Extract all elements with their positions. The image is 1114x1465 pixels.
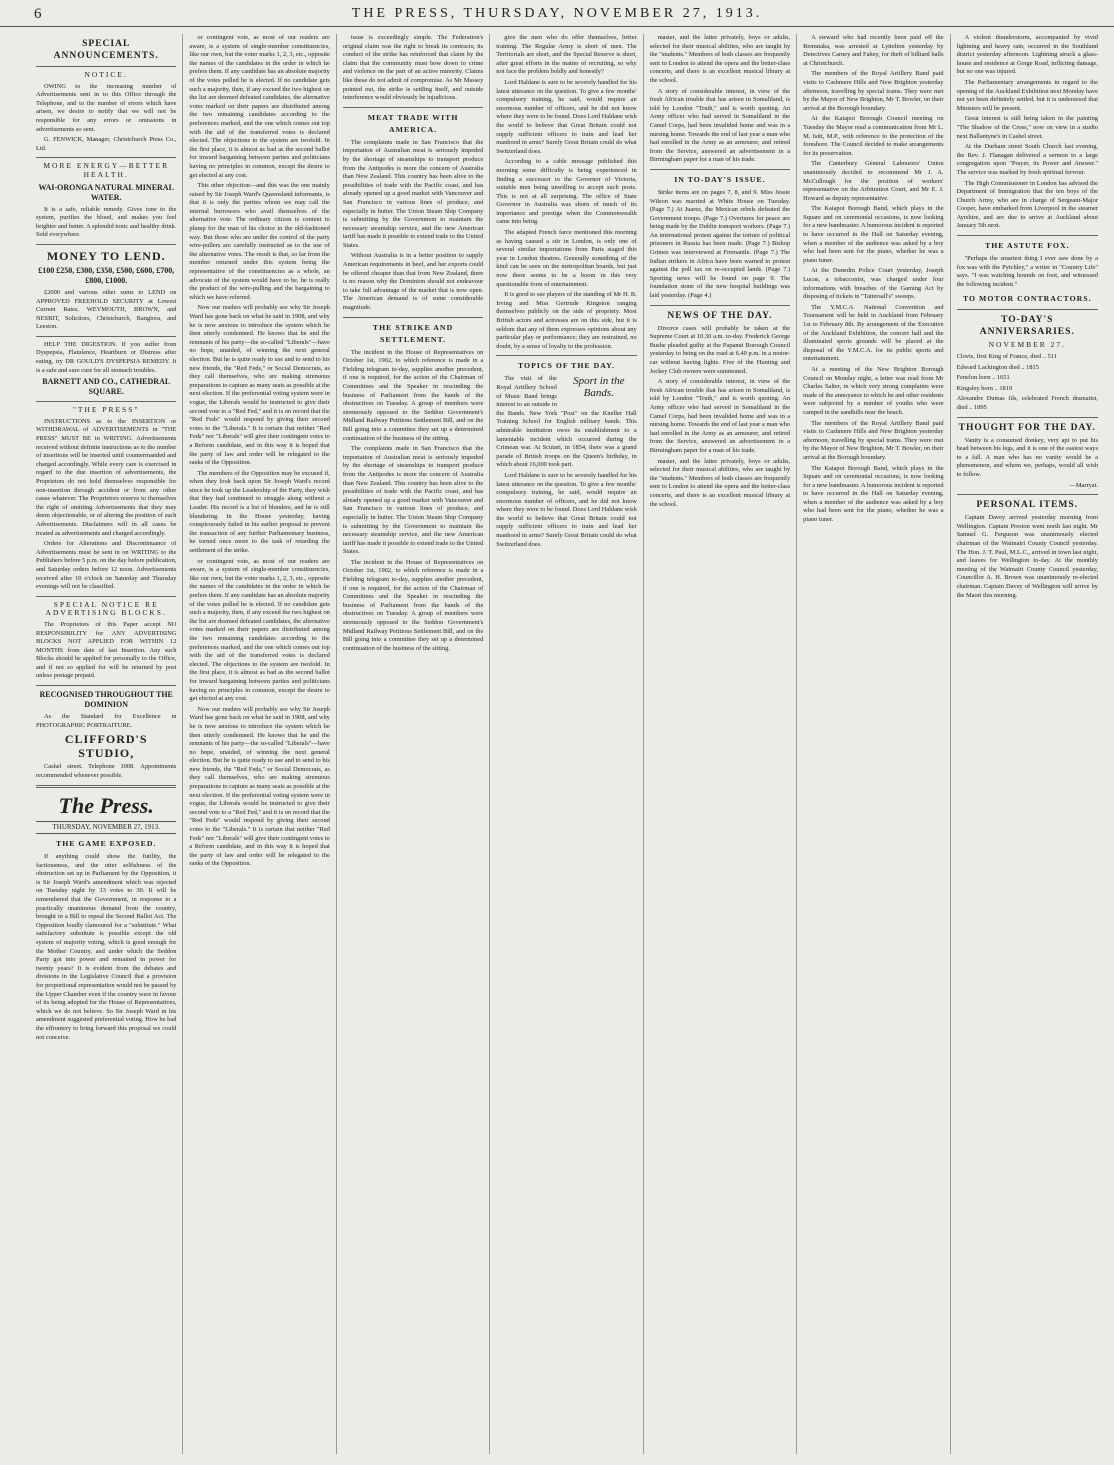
alterations-text: Orders for Alterations and Discontinuance of Advertisements must be sent in on WRITING to the Publishers before 5 p.m. on the day before publication, and Saturday orders before 12 noon. Advertisements received after 10 o'clock on Saturday and Thursday evenings will not be classified. xyxy=(36,540,177,591)
topics-inset-title: Sport in the Bands. xyxy=(573,375,625,400)
notice-signature: G. FENWICK, Manager, Christchurch Press Co., Ltd. xyxy=(36,136,177,152)
topics-text: The visit of the Royal Artillery School of Music Band brings interest to an outside in the Bands. New York "Post" on the Kneller Hall Training School for English military bands. This admirable institution owes its establishment to a lamentable incident which occurred during the Crimean war. At Scutari, in 1854, there was a grand parade of British troops on the Queen's birthday, in which about 16,000 took part. xyxy=(496,375,637,469)
recognised-heading: RECOGNISED THROUGHOUT THE DOMINION xyxy=(39,690,173,710)
column-2 xyxy=(183,34,336,1454)
news-of-day-text: Divorce cases will probably be taken at the Supreme Court at 10.30 a.m. to-day. Frederick George Bushe pleaded guilty at the Papanui Borough Council yesterday to being on the road at 6.40 p.m. in a motor-car without having lights. Five of the Hunting and Jockey Club owners were summoned. xyxy=(649,324,791,375)
strike-settlement-heading: THE STRIKE AND SETTLEMENT. xyxy=(372,322,454,344)
article-text: The incident in the House of Representatives on October 1st, 1902, to which reference is made in a Fielding telegram to-day, supplies another precedent, if one is required, for the action of the Chairman of Committees and the Speaker in rescinding the business of Parliament from the hands of the obstructives on Tuesday. A group of members were strenuously opposed to the Seddon Government's Midland Railway Petitions Settlement Bill, and on the Bill going into a committee they set up a determined continuation of the business of the sitting. xyxy=(342,558,484,652)
article-text: Now our readers will probably see why Sir Joseph Ward has gone back on what he said in 1908, and why he is now anxious to introduce the system which he then utterly condemned. He knows that he and the remnants of his party—the so-called "Liberals"—have no hope, unaided, of winning the next general election. But he is quite ready to use and to send to his new friends, the "Red Feds," or Social Democrats, as they call themselves, who are making strenuous preparations to capture as many seats as possible at the next election. If the preferential voting system were in vogue, the Liberals would be instructed to give their second vote to a "Red Fed," and it is on record that the "Red Feds" would respond by giving their second votes to the "Liberals." It is certain that neither "Red Feds" nor "Liberals" will give their contingent votes to a Reform candidate, and in this way it is hoped that the party of law and order will be relegated to the ranks of the Opposition. xyxy=(189,705,330,868)
article-text: give the men who do offer themselves, better training. The Regular Army is short of men. The Territorials are short, and the Special Reserve is short, after great efforts in the matter of recruiting, so why not face the problem boldly and honestly? xyxy=(496,34,637,76)
news-item: The Y.M.C.A. National Convention and Tournament will be held in Auckland from February 1st to February 8th. By arrangement of the Executive of the Auckland Exhibition, the concert hall and the illuminated sports grounds will be placed at the disposal of the Y.M.C.A. for its public sports and entertainment. xyxy=(803,303,944,363)
personal-items-text: Captain Davey arrived yesterday morning from Wellington. Captain Preston went north last night. Mr Samuel G. Ferguson was unanimously elected chairman of the Waimairi County Council yesterday. The Hon. J. T. Paul, M.L.C., arrived in town last night, and leaves for Wellington to-day. At the monthly meeting of the Waimairi County Council yesterday, Councillor A. H. Brown was unanimously re-elected chairman. Captain Davey of Wellington will arrive by the Maori this morning. xyxy=(956,514,1098,599)
article-text: The members of the Opposition may be excused if, when they look back upon Sir Joseph Ward's record since he took up the Leadership of the Party, they wish that they had continued to struggle along without a Leader. His record is a list of blunders, and he is still blundering. In the House yesterday, having conspicuously failed in his earlier proposal to prevent the transaction of any further Parliamentary business, he turned once more to the task of retarding the settlement of the strike. xyxy=(189,469,330,555)
article-text: Lord Haldane is sure to be severely handled for his latest utterance on the question. To give a few months' compulsory training, he said, would require an enormous number of officers, and he did not know where they were to be found. Does Lord Haldane wish the world to believe that Great Britain could not supply sufficient officers to train and lead her manhood in arms? Surely Great Britain could do what Switzerland does. xyxy=(496,471,637,548)
special-announcements-heading: SPECIAL ANNOUNCEMENTS. xyxy=(53,39,159,61)
topics-heading: TOPICS OF THE DAY. xyxy=(517,361,615,371)
digestion-ad-text: HELP THE DIGESTION. If you suffer from Dyspepsia, Flatulence, Heartburn or Distress after eating, try DR GOULD'S DYSPEPSIA REMEDY. It is a safe and sure cure for all stomach troubles. xyxy=(36,340,177,374)
column-6 xyxy=(797,34,950,1454)
meat-trade-text: Without Australia is in a better position to supply American requirements in beef, and her exports could be offered cheaper than that from New Zealand, there is no reason why the Dominion should not endeavour to take full advantage of the market that is now open. The American demand is of some considerable magnitude. xyxy=(342,252,484,312)
anniversary-item: Edward Lackington died .. 1815 xyxy=(956,363,1039,371)
column-5 xyxy=(644,34,797,1454)
press-notice-heading: "THE PRESS" xyxy=(72,405,140,415)
article-text: master, and the latter privately, boys or adults, selected for their musical abilities, who are taught by the "students." Members of both classes are frequently sent to London to attend the opera and the better-class concerts, and there is an excellent musical library at the school. xyxy=(649,457,791,508)
money-amounts: £100 £250, £300, £350, £500, £600, £700, £800, £1000. xyxy=(38,265,175,285)
game-exposed-heading: THE GAME EXPOSED. xyxy=(56,839,157,849)
energy-heading: MORE ENERGY—BETTER HEALTH. xyxy=(43,161,170,179)
waiorongoa-text: It is a safe, reliable remedy. Gives tone to the system, purifies the blood, and makes you feel brighter and better. A splendid tonic and healthy drink. Sold everywhere. xyxy=(36,205,177,239)
article-text: The complaints made in San Francisco that the importation of Australian meat is seriously impeded by the shortage of steamships to transport produce from the Antipodes is more the concern of Australia than New Zealand. This country has been alive to the possibilities of trade with the Pacific coast, and has already opened up a good market with Vancouver and San Francisco in various lines of produce, and especially in butter. The Union Steam Ship Company is submitting by the Government to maintain the necessary steamship service, and the new American tariff has made it possible to extend trade to the United States. xyxy=(342,445,484,556)
article-text: issue is exceedingly simple. The Federation's original claim was the right to break its contracts; its conduct of the strike has reinforced that claim by the claim that the community must bow down to crime and violence on the part of an active minority. Claims like these do not admit of compromise. As Mr Massey pointed out, the strike is settling itself, and outside interference would obviously be injudicious. xyxy=(342,34,484,102)
news-item: The Parliamentary arrangements in regard to the opening of the Auckland Exhibition next Monday have not yet been definitely settled, but it is understood that Ministers will be present. xyxy=(956,78,1098,112)
strike-settlement-text: The incident in the House of Representatives on October 1st, 1902, to which reference is made in a Fielding telegram to-day, supplies another precedent, if one is required, for the action of the Chairman of Committees and the Speaker in rescinding the business of Parliament from the hands of the obstructives on Tuesday. A group of members were strenuously opposed to the Seddon Government's Midland Railway Petitions Settlement Bill, and on the Bill going into a committee they set up a determined continuation of the business of the sitting. xyxy=(342,348,484,442)
article-text: Lord Haldane is sure to be severely handled for his latest utterance on the question. To give a few months' compulsory training, he said, would require an enormous number of officers, and he did not know where they were to be found. Does Lord Haldane wish the world to believe that Great Britain could not supply sufficient officers to train and lead her manhood in arms? Surely Great Britain could do what Switzerland does. xyxy=(496,78,637,155)
article-text: A story of considerable interest, in view of the fresh African trouble that has arisen in Somaliland, is told by London "Truth," and is worth quoting. An Army officer who had served in Somaliland in the Camel Corps, had been invalided home and was in a nursing home. Towards the end of last year a man who had enrolled in the Army as an armourer, and retired from the Service, answered an advertisement in a Birmingham paper for a man of his trade. xyxy=(649,378,791,454)
meat-trade-heading: MEAT TRADE WITH AMERICA. xyxy=(367,112,459,134)
todays-issue-heading: IN TO-DAY'S ISSUE. xyxy=(674,174,766,184)
newspaper-columns xyxy=(30,34,1104,1454)
clifford-studio: CLIFFORD'S STUDIO, xyxy=(64,732,148,761)
news-item: At the Kaiapoi Borough Council meeting on Tuesday the Mayor read a communication from Mr L. M. Isitt, M.P., with reference to the protection of the foreshore. The Council decided to make arrangements for its preservation. xyxy=(803,115,944,157)
news-item: A violent thunderstorm, accompanied by vivid lightning and heavy rain, occurred in the Southland district yesterday afternoon. Lightning struck a glass-house and residence at Gorge Road, inflicting damage, but no one was injured. xyxy=(956,34,1098,76)
motor-contractors-heading: TO MOTOR CONTRACTORS. xyxy=(962,294,1092,304)
column-1 xyxy=(30,34,183,1454)
news-item: Great interest is still being taken in the painting "The Shadow of the Cross," now on view in a studio next Ballantyne's in Cashel street. xyxy=(956,115,1098,140)
masthead xyxy=(0,0,1114,27)
newspaper-nameplate: The Press. xyxy=(58,793,154,819)
article-text: According to a cable message published this morning some difficulty is being experienced in finding a successor to the Governor of Victoria, suitable men being unwilling to accept such posts. This is not at all surprising. The office of State Governor in Australia was shorn of much of its importance and prestige when the Commonwealth came into being. xyxy=(496,158,637,226)
column-3 xyxy=(337,34,490,1454)
news-item: A steward who had recently been paid off the Remutaka, was arrested at Lyttelton yesterday by Detectives Carney and Fahey, for theft of billiard balls at Christchurch. xyxy=(803,34,944,67)
news-item: At a meeting of the New Brighton Borough Council on Monday night, a letter was read from Mr Charles Salter, in which very strong complaints were made of the annoyance to which he and other residents were subjected by a number of youths who were camped in the sandhills near the beach. xyxy=(803,365,944,416)
article-text: The adapted French farce mentioned this morning as having caused a stir in London, is only one of several similar importations from Paris staged this year in London theatres. Generally something of the kind can be seen on the metropolitan boards, but just now there seems to be a boom in this very questionable form of entertainment. xyxy=(496,229,637,288)
blocks-notice-heading: SPECIAL NOTICE RE ADVERTISING BLOCKS. xyxy=(45,599,167,618)
thought-attribution: —Marryat. xyxy=(1069,481,1098,489)
game-exposed-text: If anything could show the futility, the factiousness, and the utter selfishness of the obstruction set up in Parliament by the Opposition, it is Sir Joseph Ward's amendment which was rejected on Tuesday night by 33 votes to 30. It will be remembered that the Government, in response to a practically unanimous demand from the country, brought in a Bill to repeal the Second Ballot Act. The Opposition loudly clamoured for a "substitute." What satisfactory substitute is possible except the old system of majority voting, which is good enough for the Mother Country, and under which the Seddon Party got into power and remained in power for twenty years? It is evident from the debates and divisions in the Legislative Council that a provision for proportional representation would not be passed by the Upper Chamber even if the country were in favour of its being adopted for the House of Representatives, which we do not believe. So Sir Joseph Ward in his amendment suggested preferential voting. How he had the effrontery to bring forward this proposal we could not conceive. xyxy=(36,853,177,1041)
barnett-ad: BARNETT AND CO., CATHEDRAL SQUARE. xyxy=(42,377,171,397)
article-text: This other objection—and this was the one mainly raised by Sir Joseph Ward's Queensland informants, is that it is only the parties whom we may call the internal burrowers who avail themselves of the alternative vote. The ordinary citizen is content to plump for the man of his choice in the old-fashioned way. But those who are under the control of the party wire-pullers are carefully instructed as to the use of the alternative votes. The result is that, so far from the member returned under this system being the representative of the constituencies as a whole, an advocate of the system would have to be, he is really the product of the wire-pulling and the bargaining to which we have referred. xyxy=(189,182,330,301)
news-item: The High Commissioner in London has advised the Department of Immigration that the ten boys of the Church Army, who are in charge of Sergeant-Major Cooper, have embarked from Liverpool in the steamer Ayrshire, and are due to arrive at Auckland about January 5th next. xyxy=(956,179,1098,230)
blocks-notice-text: The Proprietors of this Paper accept NO RESPONSIBILITY for ANY ADVERTISING BLOCKS NOT APPLIED FOR WITHIN 12 MONTHS from date of last Insertion. Any such Blocks should be applied for personally to the Office, and if not so applied for will be returned by post unless postage prepaid. xyxy=(36,620,177,680)
article-text: master, and the latter privately, boys or adults, selected for their musical abilities, who are taught by the "students." Members of both classes are frequently sent to London to attend the opera and the better-class concerts, and there is an excellent musical library at the school. xyxy=(649,34,791,84)
article-text: Now our readers will probably see why Sir Joseph Ward has gone back on what he said in 1908, and why he is now anxious to introduce the system which he then utterly condemned. He knows that he and the remnants of his party—the so-called "Liberals"—have no hope, unaided, of winning the next general election. But he is quite ready to use and to send to his new friends, the "Red Feds," or Social Democrats, as they call themselves, who are making strenuous preparations to capture as many seats as possible at the next election. If the preferential voting system were in vogue, the Liberals would be instructed to give their second vote to a "Red Fed," and it is on record that the "Red Feds" would respond by giving their second votes to the "Liberals." It is certain that neither "Red Feds" nor "Liberals" will give their contingent votes to a Reform candidate, and in this way it is hoped that the party of law and order will be relegated to the ranks of the Opposition. xyxy=(189,304,330,467)
news-item: The members of the Royal Artillery Band paid visits to Cashmere Hills and New Brighton yesterday afternoon, travelling by special trams. They were met by the Mayor of New Brighton, Mr T. Bowler, on their arrival at the Borough boundary. xyxy=(803,419,944,461)
news-of-day-heading: NEWS OF THE DAY. xyxy=(667,310,773,321)
news-item: The Kaiapoi Borough Band, which plays in the Square and on ceremonial occasions, is now looking for a new bandmaster. A humorous incident is reported to have occurred in the Hall on Saturday evening, when a member of the audience was asked by a boy who had been sent for the piano, whether he was a piano tuner. xyxy=(803,205,944,264)
news-item: At the Dunedin Police Court yesterday, Joseph Lucas, a tobacconist, was charged under four informations with breaches of the Gaming Act by disposing of tickets in "Tattersall's" sweeps. xyxy=(803,267,944,301)
personal-items-heading: PERSONAL ITEMS. xyxy=(976,500,1079,511)
recognised-sub: As the Standard for Excellence in PHOTOGRAPHIC PORTRAITURE. xyxy=(36,713,177,729)
anniversary-item: Clovis, first King of France, died .. 511 xyxy=(956,353,1057,361)
anniversary-item: Fenelon born .. 1651 xyxy=(956,374,1010,382)
column-4 xyxy=(490,34,643,1454)
newspaper-title: THE PRESS, THURSDAY, NOVEMBER 27, 1913. xyxy=(351,6,763,21)
news-item: The Kaiapoi Borough Band, which plays in the Square and on ceremonial occasions, is now looking for a new bandmaster. A humorous incident is reported to have occurred in the Hall on Saturday evening, when a member of the audience was asked by a boy who had been sent for the piano, whether he was a piano tuner. xyxy=(803,464,944,524)
astute-fox-text: "Perhaps the smartest thing I ever saw done by a fox was with the Pytchley," a writer in "Country Life" says. "I was watching hounds on foot, and witnessed the following incident." xyxy=(956,255,1098,288)
money-heading: MONEY TO LEND. xyxy=(46,248,166,263)
article-text: or contingent vote, as most of our readers are aware, is a system of single-member constituencies, like our own, but the voter marks 1, 2, 3, etc., opposite the names of the candidates in the order in which he prefers them. If any candidate has an absolute majority of the votes polled he is elected. If no candidate gets such a majority, then, if any exceed the two highest on the list are deemed defeated candidates, the alternative votes marked on their papers are distributed among the two remaining candidates according to the preferences marked, and the one which comes out top with the aid of the transferred votes is declared elected. The objections to the system are twofold. In the first place, it is almost as bad as the second ballot for inward bargaining between parties and politicians having no principles in common, except the desire to get elected at any cost. xyxy=(189,557,330,703)
todays-issue-items: Strike items are on pages 7, 8, and 9. Miss Jessie Wilson was married at White House on Tuesday. (Page 7.) At Juarez, the Mexican rebels defeated the Government troops. (Page 7.) Overtures for peace are being made by the Dublin transport workers. (Page 7.) An international protest against the torture of political prisoners in Russia has been made. (Page 7.) Bishop Grimes was interviewed at Fremantle. (Page 7.) The Indian strikers in Africa have been warned to protest against the poll tax on re-occupied lands. (Page 7.) Sporting news will be found on page 9. The foundation stone of the new hospital buildings was laid yesterday. (Page 4.) xyxy=(649,188,791,300)
news-item: The members of the Royal Artillery Band paid visits to Cashmere Hills and New Brighton yesterday afternoon, travelling by special trams. They were met by the Mayor of New Brighton, Mr T. Bowler, on their arrival at the Borough boundary. xyxy=(803,70,944,112)
anniversaries-list xyxy=(957,353,1098,413)
dateline: THURSDAY, NOVEMBER 27, 1913. xyxy=(36,821,176,834)
meat-trade-text: The complaints made in San Francisco that the importation of Australian meat is seriously impeded by the shortage of steamships to transport produce from the Antipodes is more the concern of Australia than New Zealand. This country has been alive to the possibilities of trade with the Pacific coast, and has already opened up a good market with Vancouver and San Francisco in various lines of produce, and especially in butter. The Union Steam Ship Company is submitting by the Government to maintain the necessary steamship service, and the new American tariff has made it possible to extend trade to the United States. xyxy=(342,138,484,249)
page-number: 6 xyxy=(34,6,43,22)
press-notice-text: INSTRUCTIONS as to the INSERTION or WITHDRAWAL of ADVERTISEMENTS in "THE PRESS" MUST BE in WRITING. Advertisements received without definite instructions as to the number of insertions will be inserted until countermanded and charged accordingly. While every care is exercised in regard to the due insertion of advertisements, the Proprietors do not hold themselves responsible for non-insertion through accident or from any other cause whatever. The Proprietors reserve to themselves the right of omitting Advertisements that they may deem objectionable, or of altering the position of such Advertisements. Disclaimers will in all cases be treated as advertisements and charged accordingly. xyxy=(36,417,177,537)
news-item: At the Durham street South Church last evening, the Rev. J. Flanagan delivered a sermon to a large congregation upon "Prayer, its Power and Answer." The service was marked by fresh spiritual fervour. xyxy=(956,143,1098,176)
clifford-address: Cashel street. Telephone 1008. Appointments recommended whenever possible. xyxy=(36,763,177,779)
column-7 xyxy=(951,34,1104,1454)
notice-text: OWING to the increasing number of Advertisements sent in to this Office through the Telephone, and to the number of errors which have arisen, we desire to notify that we will not be responsible for any errors or omissions in advertisements so sent. xyxy=(36,82,177,133)
anniversary-item: Kingsley born .. 1819 xyxy=(956,384,1013,392)
money-text: £2000 and various other sums to LEND on APPROVED FREEHOLD SECURITY at Lowest Current Rates. WEYMOUTH, BROWN, and NESBIT, Solicitors, Christchurch, Rangiora, and Leeston. xyxy=(36,288,177,331)
notice-title: NOTICE. xyxy=(84,70,128,79)
anniversaries-date: NOVEMBER 27. xyxy=(988,340,1066,350)
thought-text: Vanity is a consumed donkey, very apt to put his head between his legs, and it is one of the easiest ways to a fall. A man who has no vanity would be a phenomenon, and whom we, perhaps, would all wish to follow. xyxy=(956,436,1098,478)
anniversary-item: Alexandre Dumas fils, celebrated French dramatist, died .. 1895 xyxy=(956,395,1098,411)
anniversaries-heading: TO-DAY'S ANNIVERSARIES. xyxy=(979,315,1075,338)
article-text: It is good to see players of the standing of Mr H. B. Irving and Miss Gertrude Kingston ranging themselves publicly on the side of propriety. Most British actors and actresses are on this side, but it is seldom that any of them expresses opinions about any particular play or performance; they are restrained, no doubt, by a sense of loyalty to the profession. xyxy=(496,291,637,350)
news-item: The Canterbury General Labourers' Union unanimously decided to recommend Mr J. A. McCullough for the position of workers' representative on the Arbitration Court, and Mr E. J. Howard as deputy representative. xyxy=(803,160,944,202)
thought-heading: THOUGHT FOR THE DAY. xyxy=(958,422,1096,433)
article-text: or contingent vote, as most of our readers are aware, is a system of single-member constituencies, like our own, but the voter marks 1, 2, 3, etc., opposite the names of the candidates in the order in which he prefers them. If any candidate has an absolute majority of the votes polled he is elected. If no candidate gets such a majority, then, if any exceed the two highest on the list are deemed defeated candidates, the alternative votes marked on their papers are distributed among the two remaining candidates according to the preferences marked, and the one which comes out top with the aid of the transferred votes is declared elected. The objections to the system are twofold. In the first place, it is almost as bad as the second ballot for inward bargaining between parties and politicians having no principles in common, except the desire to get elected at any cost. xyxy=(189,34,330,179)
astute-fox-heading: THE ASTUTE FOX. xyxy=(985,241,1070,251)
article-text: A story of considerable interest, in view of the fresh African trouble that has arisen in Somaliland, is told by London "Truth," and is worth quoting. An Army officer who had served in Somaliland in the Camel Corps, had been invalided home and was in a nursing home. Towards the end of last year a man who had enrolled in the Army as an armourer, and retired from the Service, answered an advertisement in a Birmingham paper for a man of his trade. xyxy=(649,87,791,164)
waiorongoa-ad-title: WAI-ORONGA NATURAL MINERAL WATER. xyxy=(38,182,174,202)
